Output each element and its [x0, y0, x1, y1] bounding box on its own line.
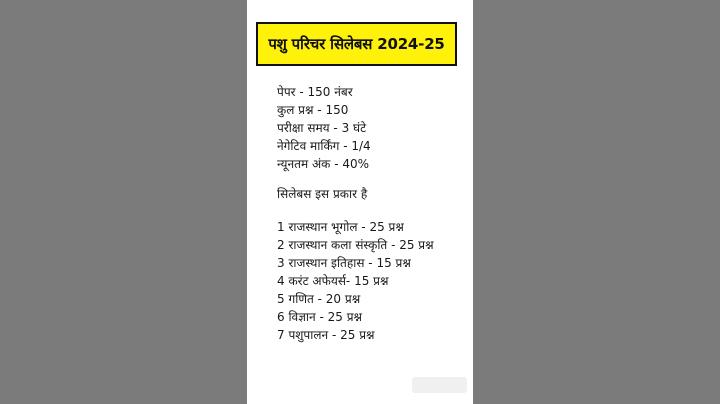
syllabus-page — [247, 0, 473, 404]
syllabus-item: 1 राजस्थान भूगोल - 25 प्रश्न — [277, 220, 404, 234]
page-title: पशु परिचर सिलेबस 2024-25 — [256, 22, 457, 66]
exam-info-duration: परीक्षा समय - 3 घंटे — [277, 121, 367, 135]
syllabus-item: 6 विज्ञान - 25 प्रश्न — [277, 310, 363, 324]
exam-info-list — [277, 83, 371, 173]
syllabus-item: 4 करंट अफेयर्स- 15 प्रश्न — [277, 274, 389, 288]
syllabus-list — [277, 218, 434, 344]
exam-info-minimum-marks: न्यूनतम अंक - 40% — [277, 157, 370, 171]
exam-info-negative-marking: नेगेटिव मार्किंग - 1/4 — [277, 139, 371, 153]
watermark — [412, 377, 467, 393]
syllabus-item: 7 पशुपालन - 25 प्रश्न — [277, 328, 375, 342]
syllabus-intro: सिलेबस इस प्रकार है — [277, 187, 368, 201]
syllabus-item: 3 राजस्थान इतिहास - 15 प्रश्न — [277, 256, 411, 270]
syllabus-item: 5 गणित - 20 प्रश्न — [277, 292, 361, 306]
exam-info-paper: पेपर - 150 नंबर — [277, 85, 353, 99]
syllabus-item: 2 राजस्थान कला संस्कृति - 25 प्रश्न — [277, 238, 434, 252]
exam-info-total-questions: कुल प्रश्न - 150 — [277, 103, 349, 117]
